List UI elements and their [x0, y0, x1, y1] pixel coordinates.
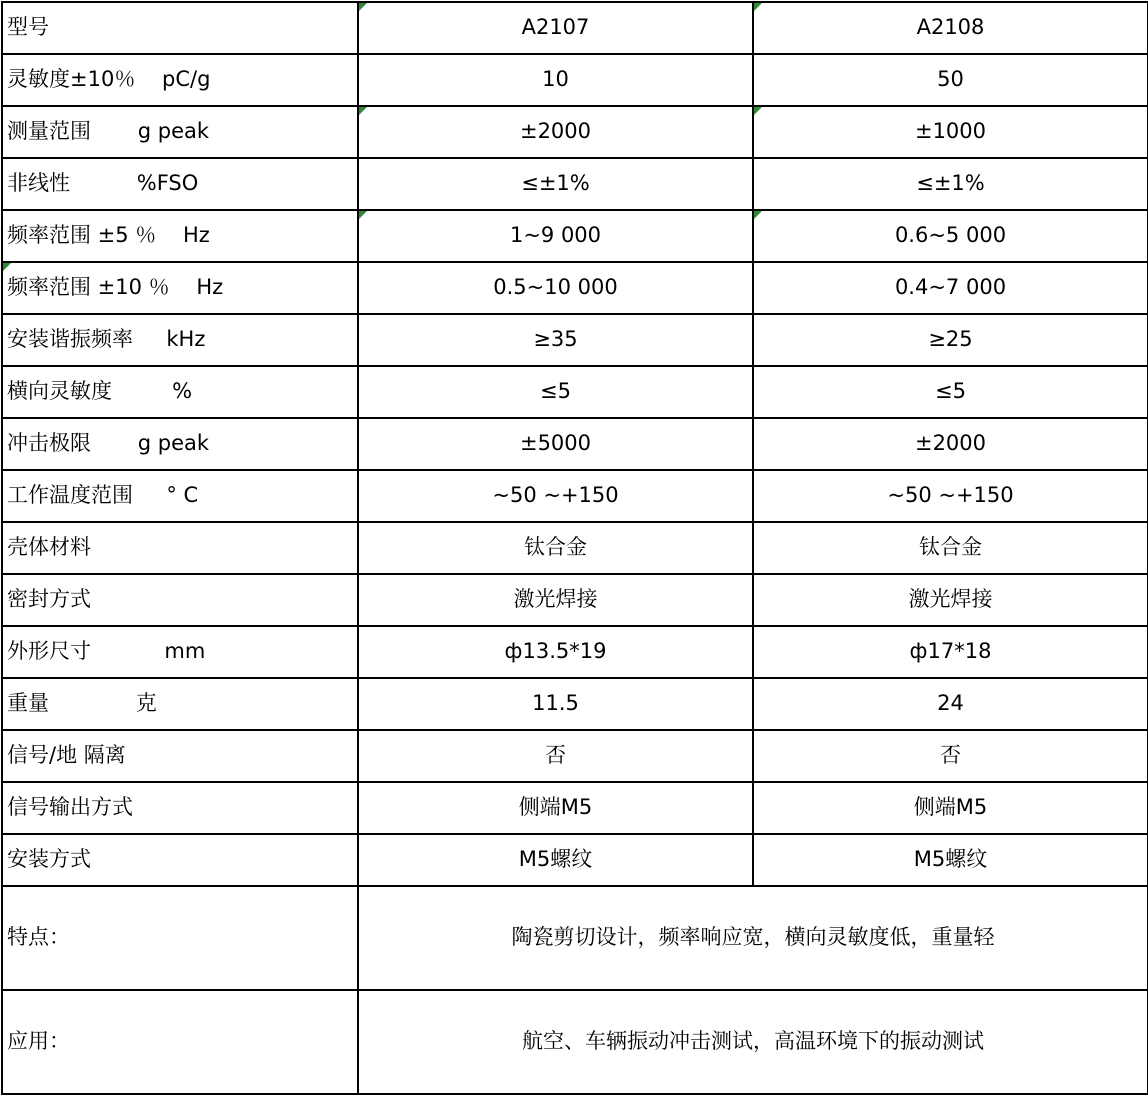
cell-a2107 [358, 158, 753, 210]
value-text: M5螺纹 [518, 847, 593, 872]
row-freq-5 [2, 210, 1148, 262]
cell-a2108 [753, 418, 1148, 470]
cell-a2107 [358, 834, 753, 886]
row-label [2, 2, 358, 54]
cell-a2108 [753, 262, 1148, 314]
cell-a2107 [358, 314, 753, 366]
cell-marker-icon [3, 263, 11, 271]
spec-table [1, 1, 1148, 1095]
cell-a2108 [753, 158, 1148, 210]
cell-a2107 [358, 470, 753, 522]
value-text: ≤±1% [521, 171, 590, 196]
value-text: ≤±1% [916, 171, 985, 196]
cell-a2108 [753, 782, 1148, 834]
value-text: ≤5 [540, 379, 571, 404]
row-sensitivity [2, 54, 1148, 106]
cell-a2108 [753, 574, 1148, 626]
label-text: 横向灵敏度 [7, 379, 112, 404]
value-text: ±2000 [519, 119, 592, 144]
row-label [2, 678, 358, 730]
unit-text: Hz [169, 275, 224, 300]
row-label [2, 626, 358, 678]
cell-a2108 [753, 834, 1148, 886]
value-text: 激光焊接 [908, 587, 993, 612]
cell-a2107 [358, 574, 753, 626]
row-label [2, 782, 358, 834]
spec-table-body [2, 2, 1148, 1094]
label-text: 信号输出方式 [7, 795, 133, 820]
label-text: 重量 [7, 691, 49, 716]
row-sealing [2, 574, 1148, 626]
row-label [2, 418, 358, 470]
value-text: ~50 ~+150 [492, 483, 619, 508]
cell-features [358, 886, 1148, 990]
unit-text: kHz [133, 327, 206, 352]
cell-a2107 [358, 418, 753, 470]
value-text: ~50 ~+150 [887, 483, 1014, 508]
cell-a2107 [358, 106, 753, 158]
label-text: 灵敏度±10％ [7, 67, 136, 92]
value-text: 激光焊接 [513, 587, 598, 612]
value-text: 0.4~7 000 [894, 275, 1007, 300]
row-output [2, 782, 1148, 834]
cell-a2108 [753, 730, 1148, 782]
cell-a2107 [358, 54, 753, 106]
row-label [2, 470, 358, 522]
value-text: A2108 [916, 15, 985, 40]
row-weight [2, 678, 1148, 730]
value-text: ±5000 [519, 431, 592, 456]
row-housing [2, 522, 1148, 574]
cell-marker-icon [359, 107, 367, 115]
row-label [2, 730, 358, 782]
label-text: 冲击极限 [7, 431, 91, 456]
label-text: 频率范围 ±5 ％ [7, 223, 157, 248]
value-text: 钛合金 [919, 535, 982, 560]
unit-text: %FSO [70, 171, 199, 196]
label-text: 频率范围 ±10 ％ [7, 275, 170, 300]
label-text: 测量范围 [7, 119, 91, 144]
row-label [2, 574, 358, 626]
value-text: ±2000 [914, 431, 987, 456]
cell-marker-icon [359, 3, 367, 11]
value-text: 24 [937, 691, 964, 716]
cell-a2107 [358, 210, 753, 262]
cell-marker-icon [754, 211, 762, 219]
label-text: 工作温度范围 [7, 483, 133, 508]
cell-a2108 [753, 366, 1148, 418]
row-label [2, 158, 358, 210]
row-label [2, 834, 358, 886]
row-label [2, 990, 358, 1094]
row-label [2, 106, 358, 158]
cell-a2107 [358, 262, 753, 314]
row-label [2, 366, 358, 418]
row-applications [2, 990, 1148, 1094]
cell-a2108 [753, 314, 1148, 366]
value-text: M5螺纹 [913, 847, 988, 872]
label-text: 非线性 [7, 171, 70, 196]
row-dimensions [2, 626, 1148, 678]
row-label [2, 54, 358, 106]
row-resonance [2, 314, 1148, 366]
value-text: 航空、车辆振动冲击测试，高温环境下的振动测试 [522, 1029, 984, 1054]
row-nonlinearity [2, 158, 1148, 210]
value-text: ≥25 [928, 327, 973, 352]
row-isolation [2, 730, 1148, 782]
cell-a2108 [753, 106, 1148, 158]
value-text: 0.6~5 000 [894, 223, 1007, 248]
value-text: 0.5~10 000 [493, 275, 618, 300]
unit-text: % [112, 379, 193, 404]
value-text: ≥35 [533, 327, 578, 352]
cell-a2107 [358, 522, 753, 574]
label-text: 安装谐振频率 [7, 327, 133, 352]
value-text: ф17*18 [909, 639, 992, 664]
row-mounting [2, 834, 1148, 886]
row-label [2, 314, 358, 366]
label-text: 信号/地 隔离 [7, 743, 126, 768]
label-text: 安装方式 [7, 847, 91, 872]
unit-text: pC/g [135, 67, 211, 92]
label-text: 外形尺寸 [7, 639, 91, 664]
value-text: 否 [545, 743, 566, 768]
label-text: 特点： [7, 925, 70, 950]
unit-text: g peak [91, 119, 210, 144]
cell-a2107 [358, 366, 753, 418]
cell-a2108 [753, 522, 1148, 574]
cell-applications [358, 990, 1148, 1094]
value-text: ±1000 [914, 119, 987, 144]
label-text: 壳体材料 [7, 535, 91, 560]
value-text: 侧端M5 [913, 795, 988, 820]
cell-a2107 [358, 678, 753, 730]
cell-a2108 [753, 626, 1148, 678]
row-label [2, 886, 358, 990]
value-text: A2107 [521, 15, 590, 40]
row-shock [2, 418, 1148, 470]
row-measure-range [2, 106, 1148, 158]
cell-a2108 [753, 2, 1148, 54]
unit-text: mm [91, 639, 206, 664]
row-temperature [2, 470, 1148, 522]
cell-marker-icon [359, 211, 367, 219]
label-text: 型号 [7, 15, 49, 40]
cell-a2107 [358, 730, 753, 782]
value-text: 11.5 [532, 691, 579, 716]
cell-a2107 [358, 2, 753, 54]
unit-text: Hz [156, 223, 210, 248]
cell-marker-icon [754, 3, 762, 11]
cell-a2108 [753, 210, 1148, 262]
value-text: 10 [542, 67, 569, 92]
value-text: 1~9 000 [509, 223, 602, 248]
row-label [2, 210, 358, 262]
value-text: 钛合金 [524, 535, 587, 560]
cell-a2108 [753, 470, 1148, 522]
row-freq-10 [2, 262, 1148, 314]
value-text: 陶瓷剪切设计，频率响应宽，横向灵敏度低，重量轻 [511, 925, 995, 950]
label-text: 密封方式 [7, 587, 91, 612]
cell-a2107 [358, 626, 753, 678]
value-text: 50 [937, 67, 964, 92]
value-text: 侧端M5 [518, 795, 593, 820]
row-transverse [2, 366, 1148, 418]
cell-a2108 [753, 54, 1148, 106]
row-label [2, 262, 358, 314]
label-text: 应用： [7, 1029, 70, 1054]
value-text: 否 [940, 743, 961, 768]
cell-a2107 [358, 782, 753, 834]
unit-text: 克 [49, 691, 157, 716]
unit-text: g peak [91, 431, 210, 456]
unit-text: ° C [133, 483, 199, 508]
cell-a2108 [753, 678, 1148, 730]
row-label [2, 522, 358, 574]
row-features [2, 886, 1148, 990]
row-model [2, 2, 1148, 54]
value-text: ≤5 [935, 379, 966, 404]
value-text: ф13.5*19 [504, 639, 607, 664]
cell-marker-icon [754, 107, 762, 115]
